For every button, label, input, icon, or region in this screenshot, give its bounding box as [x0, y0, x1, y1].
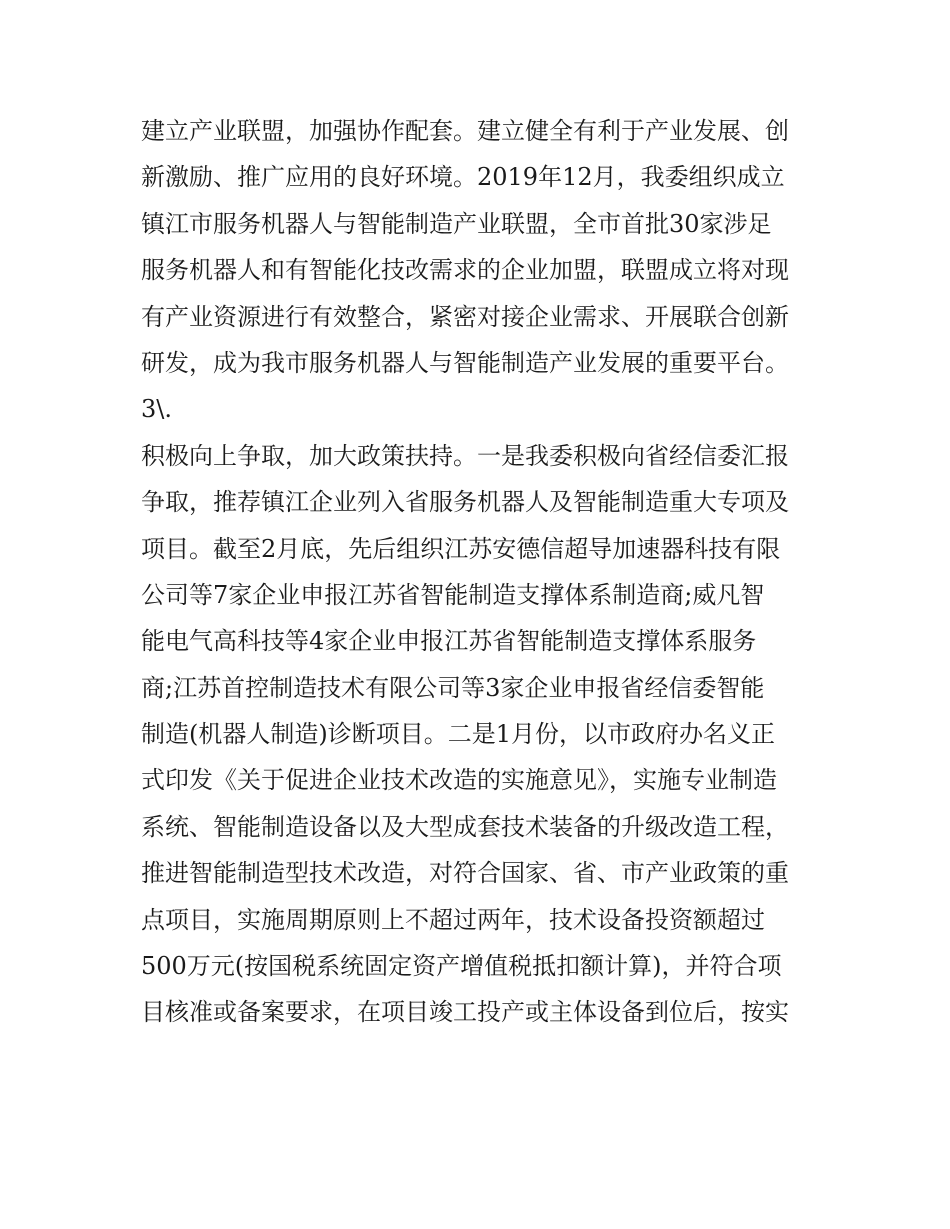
text-line-2: 新激励、推广应用的良好环境。2019年12月，我委组织成立 [141, 163, 785, 192]
text-line-5: 有产业资源进行有效整合，紧密对接企业需求、开展联合创新 [141, 302, 789, 331]
text-line-14: 制造(机器人制造)诊断项目。二是1月份，以市政府办名义正 [141, 720, 775, 749]
text-line-12: 能电气高科技等4家企业申报江苏省智能制造支撑体系服务 [141, 627, 757, 656]
text-line-15: 式印发《关于促进企业技术改造的实施意见》，实施专业制造 [141, 766, 777, 795]
text-line-10: 项目。截至2月底，先后组织江苏安德信超导加速器科技有限 [141, 534, 781, 563]
text-line-1: 建立产业联盟，加强协作配套。建立健全有利于产业发展、创 [141, 117, 789, 145]
text-line-20: 目核准或备案要求，在项目竣工投产或主体设备到位后，按实 [141, 998, 789, 1027]
text-line-16: 系统、智能制造设备以及大型成套技术装备的升级改造工程， [141, 812, 789, 841]
body-text [141, 108, 821, 1036]
text-line-11: 公司等7家企业申报江苏省智能制造支撑体系制造商;威凡智 [141, 580, 765, 609]
text-line-17: 推进智能制造型技术改造，对符合国家、省、市产业政策的重 [141, 859, 789, 888]
text-line-9: 争取，推荐镇江企业列入省服务机器人及智能制造重大专项及 [141, 488, 789, 517]
text-line-18: 点项目，实施周期原则上不超过两年，技术设备投资额超过 [141, 905, 765, 934]
text-line-6: 研发，成为我市服务机器人与智能制造产业发展的重要平台。 [141, 348, 789, 377]
text-line-13: 商;江苏首控制造技术有限公司等3家企业申报省经信委智能 [141, 673, 765, 702]
text-line-8: 积极向上争取，加大政策扶持。一是我委积极向省经信委汇报 [141, 441, 789, 470]
text-line-3: 镇江市服务机器人与智能制造产业联盟，全市首批30家涉足 [141, 209, 772, 238]
text-line-4: 服务机器人和有智能化技改需求的企业加盟，联盟成立将对现 [141, 256, 789, 285]
text-line-19: 500万元(按国税系统固定资产增值税抵扣额计算)，并符合项 [141, 952, 782, 981]
section-number: 3\. [141, 395, 172, 424]
